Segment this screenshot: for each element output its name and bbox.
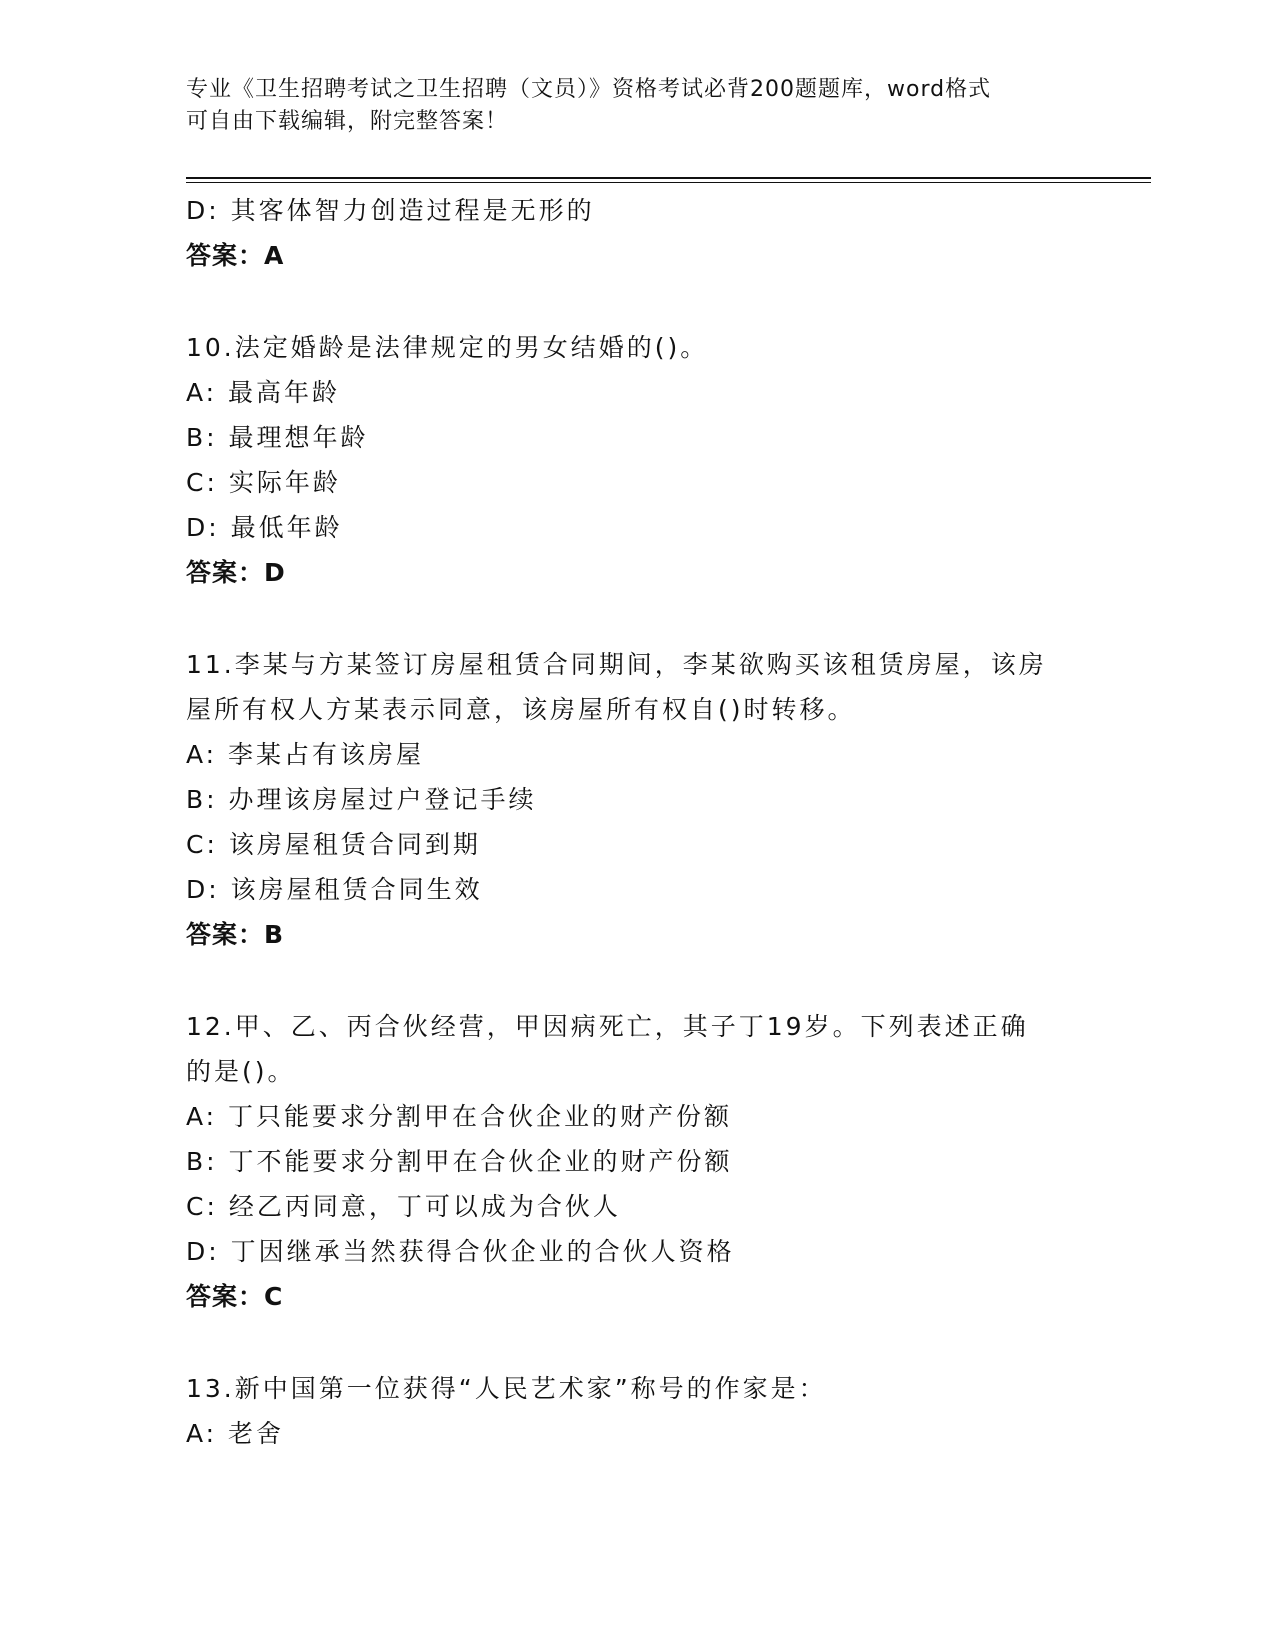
question-stem: 12.甲、乙、丙合伙经营，甲因病死亡，其子丁19岁。下列表述正确 [186, 1012, 1029, 1041]
option-d: D: 最低年龄 [186, 513, 343, 542]
answer-line: 答案：B [186, 920, 285, 949]
question-13 [186, 1366, 1086, 1456]
option-c: C: 实际年龄 [186, 468, 341, 497]
option-c: C: 该房屋租赁合同到期 [186, 830, 481, 859]
question-stem: 11.李某与方某签订房屋租赁合同期间，李某欲购买该租赁房屋，该房 [186, 650, 1047, 679]
option-c: C: 经乙丙同意，丁可以成为合伙人 [186, 1192, 621, 1221]
question-stem: 13.新中国第一位获得“人民艺术家”称号的作家是： [186, 1374, 827, 1403]
option-d: D: 丁因继承当然获得合伙企业的合伙人资格 [186, 1237, 735, 1266]
question-list [186, 188, 1086, 1456]
header-divider-thick [186, 177, 1151, 179]
question-stem-continued: 屋所有权人方某表示同意，该房屋所有权自()时转移。 [186, 695, 856, 724]
question-stem: 10.法定婚龄是法律规定的男女结婚的()。 [186, 333, 709, 362]
answer-line: 答案：A [186, 241, 285, 270]
option-a: A: 李某占有该房屋 [186, 740, 425, 769]
option-a: A: 丁只能要求分割甲在合伙企业的财产份额 [186, 1102, 733, 1131]
answer-line: 答案：C [186, 1282, 284, 1311]
answer-line: 答案：D [186, 558, 286, 587]
question-11 [186, 642, 1086, 957]
header-line-2: 可自由下载编辑，附完整答案！ [186, 109, 509, 134]
option-b: B: 最理想年龄 [186, 423, 369, 452]
question-stem-continued: 的是()。 [186, 1057, 296, 1086]
option-a: A: 老舍 [186, 1419, 285, 1448]
question-10 [186, 325, 1086, 595]
option-d: D: 其客体智力创造过程是无形的 [186, 196, 595, 225]
header-divider-thin [186, 182, 1151, 183]
page-header [186, 74, 1086, 138]
question-12 [186, 1004, 1086, 1319]
option-b: B: 办理该房屋过户登记手续 [186, 785, 537, 814]
option-b: B: 丁不能要求分割甲在合伙企业的财产份额 [186, 1147, 733, 1176]
header-line-1: 专业《卫生招聘考试之卫生招聘（文员）》资格考试必背200题题库，word格式 [186, 77, 992, 102]
option-a: A: 最高年龄 [186, 378, 341, 407]
option-d: D: 该房屋租赁合同生效 [186, 875, 483, 904]
